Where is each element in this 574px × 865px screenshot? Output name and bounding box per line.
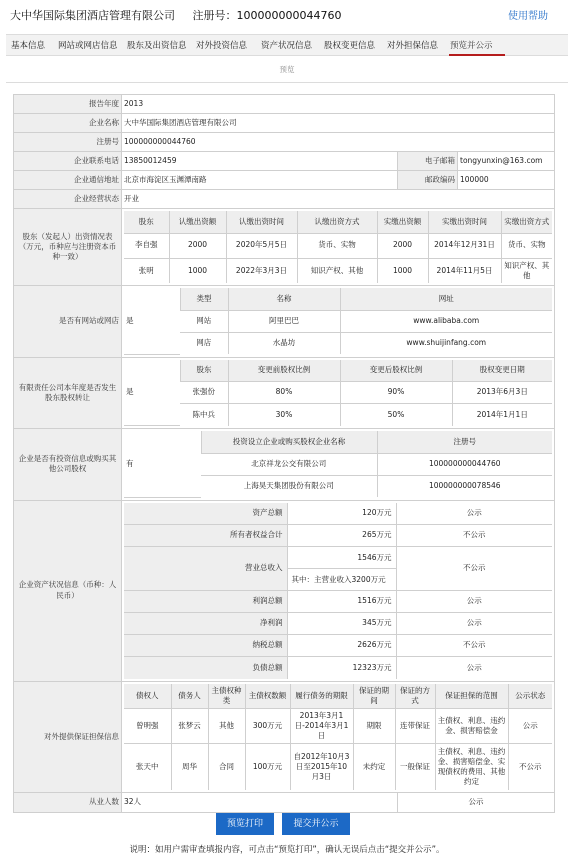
employees-value: 32人 <box>122 792 398 812</box>
sh-header-holder: 股东 <box>124 211 169 233</box>
sh-sub-amount: 1000 <box>169 258 226 283</box>
sh-header-paid-date: 实缴出资时间 <box>428 211 501 233</box>
inv-reg: 100000000078546 <box>377 475 552 497</box>
asset-value: 120万元 <box>287 503 396 525</box>
active-tab-underline <box>449 54 505 56</box>
equity-table <box>124 360 552 427</box>
zip-value: 100000 <box>458 171 555 190</box>
asset-value: 2626万元 <box>287 635 396 657</box>
row-status <box>14 190 555 209</box>
email-value: tongyunxin@163.com <box>458 152 555 171</box>
sh-header-paid-amount: 实缴出资额 <box>377 211 428 233</box>
website-header <box>124 288 552 310</box>
section-title: 预览 <box>6 57 568 83</box>
employees-pub: 公示 <box>398 792 555 812</box>
phone-label: 企业联系电话 <box>14 152 122 171</box>
tab-shareholders[interactable]: 股东及出资信息 <box>127 41 187 51</box>
gu-debtor: 周华 <box>171 744 208 790</box>
gu-creditor: 曾明强 <box>124 708 171 743</box>
reg-value: 100000000044760 <box>122 133 555 152</box>
sh-header-sub-date: 认缴出资时间 <box>226 211 297 233</box>
sh-sub-method: 知识产权、其他 <box>297 258 377 283</box>
gu-header-period: 保证的期间 <box>353 684 395 709</box>
header-company <box>10 7 341 23</box>
row-year <box>14 95 555 114</box>
equity-label: 有限责任公司本年度是否发生股东股权转让 <box>14 357 122 429</box>
eq-date: 2014年1月1日 <box>452 404 552 426</box>
investment-label: 企业是否有投资信息或购买其他公司股权 <box>14 429 122 501</box>
status-label: 企业经营状态 <box>14 190 122 209</box>
row-equity <box>14 357 555 429</box>
tab-preview[interactable]: 预览并公示 <box>450 41 493 51</box>
shareholders-label: 股东（发起人）出资情况表（万元，币种应与注册资本币种一致） <box>14 209 122 286</box>
asset-value: 12323万元 <box>287 657 396 679</box>
asset-name: 利润总额 <box>124 591 287 613</box>
name-value: 大中华国际集团酒店管理有限公司 <box>122 114 555 133</box>
inv-company: 北京祥龙公交有限公司 <box>201 453 377 475</box>
gu-header-creditor: 债权人 <box>124 684 171 709</box>
gu-term: 自2012年10月3日至2015年10月3日 <box>290 744 353 790</box>
gu-scope: 主债权、利息、违约金、损害赔偿金、实现债权的费用、其他约定 <box>435 744 508 790</box>
equity-answer: 是 <box>124 360 180 426</box>
preview-print-button[interactable]: 预览打印 <box>216 813 274 835</box>
web-name: 水晶坊 <box>228 332 340 354</box>
submit-publish-button[interactable]: 提交并公示 <box>282 813 350 835</box>
asset-pub: 不公示 <box>396 635 552 657</box>
assets-label: 企业资产状况信息（币种：人民币） <box>14 500 122 681</box>
table-row <box>124 404 552 426</box>
asset-value: 1546万元 <box>288 547 396 569</box>
gu-status: 不公示 <box>508 744 552 790</box>
reg-number: 100000000044760 <box>236 9 342 22</box>
gu-header-status: 公示状态 <box>508 684 552 709</box>
gu-type: 合同 <box>208 744 245 790</box>
eq-header-after: 变更后股权比例 <box>340 360 452 382</box>
eq-holder: 张强份 <box>180 382 228 404</box>
investment-answer: 有 <box>124 431 201 497</box>
assets-table <box>124 503 552 679</box>
asset-name: 纳税总额 <box>124 635 287 657</box>
row-assets <box>14 500 555 681</box>
row-phone <box>14 152 555 171</box>
assets-cell <box>122 500 555 681</box>
gu-scope: 主债权、利息、违约金、损害赔偿金 <box>435 708 508 743</box>
web-header-url: 网址 <box>340 288 552 310</box>
eq-header-holder: 股东 <box>180 360 228 382</box>
asset-value: 345万元 <box>287 613 396 635</box>
row-reg <box>14 133 555 152</box>
gu-header-scope: 保证担保的范围 <box>435 684 508 709</box>
table-row <box>124 258 552 283</box>
guarantee-header <box>124 684 552 709</box>
web-type: 网站 <box>180 310 228 332</box>
web-header-name: 名称 <box>228 288 340 310</box>
revenue-cell <box>287 547 396 591</box>
sh-paid-amount: 2000 <box>377 233 428 258</box>
shareholders-table <box>124 211 552 283</box>
guarantee-label: 对外提供保证担保信息 <box>14 681 122 792</box>
eq-before: 30% <box>228 404 340 426</box>
equity-header <box>124 360 552 382</box>
table-row <box>124 708 552 743</box>
sh-sub-method: 货币、实物 <box>297 233 377 258</box>
help-link[interactable]: 使用帮助 <box>508 11 548 22</box>
web-url: www.alibaba.com <box>340 310 552 332</box>
web-header-type: 类型 <box>180 288 228 310</box>
status-value: 开业 <box>122 190 555 209</box>
asset-name: 负债总额 <box>124 657 287 679</box>
web-url: www.shuijinfang.com <box>340 332 552 354</box>
eq-header-before: 变更前股权比例 <box>228 360 340 382</box>
gu-status: 公示 <box>508 708 552 743</box>
gu-header-type: 主债权种类 <box>208 684 245 709</box>
reg-label: 注册号： <box>192 9 237 22</box>
table-row <box>124 547 552 591</box>
gu-debtor: 张梦云 <box>171 708 208 743</box>
report-table <box>13 94 555 813</box>
gu-creditor: 张天中 <box>136 761 159 771</box>
inv-reg: 100000000044760 <box>377 453 552 475</box>
inv-header-reg: 注册号 <box>377 431 552 453</box>
eq-holder: 陈中兵 <box>192 409 215 419</box>
asset-value: 265万元 <box>287 525 396 547</box>
website-cell <box>122 286 555 358</box>
action-bar <box>0 813 574 835</box>
eq-header-date: 股权变更日期 <box>452 360 552 382</box>
zip-label: 邮政编码 <box>398 171 458 190</box>
tab-equity-change[interactable]: 股权变更信息 <box>324 41 376 51</box>
eq-after: 50% <box>340 404 452 426</box>
year-value: 2013 <box>122 95 555 114</box>
sh-header-sub-amount: 认缴出资额 <box>169 211 226 233</box>
asset-sub-note: 其中：主营业收入3200万元 <box>291 575 386 584</box>
gu-amount: 300万元 <box>245 708 290 743</box>
sh-sub-date: 2020年5月5日 <box>226 233 297 258</box>
sh-sub-date: 2022年3月3日 <box>226 258 297 283</box>
sh-paid-date: 2014年12月31日 <box>428 233 501 258</box>
website-label: 是否有网站或网店 <box>14 286 122 358</box>
gu-term: 2013年3月1日-2014年3月1日 <box>290 708 353 743</box>
asset-value: 1516万元 <box>287 591 396 613</box>
guarantee-cell <box>122 681 555 792</box>
address-label: 企业通信地址 <box>14 171 122 190</box>
shareholders-cell <box>122 209 555 286</box>
website-table <box>124 288 552 355</box>
table-row <box>124 503 552 525</box>
sh-sub-amount: 2000 <box>169 233 226 258</box>
equity-cell <box>122 357 555 429</box>
row-name <box>14 114 555 133</box>
row-address <box>14 171 555 190</box>
instruction-note: 说明：如用户需审查填报内容，可点击“预览打印”，确认无误后点击“提交并公示”。 <box>129 845 445 855</box>
eq-date: 2013年6月3日 <box>452 382 552 404</box>
gu-header-method: 保证的方式 <box>395 684 435 709</box>
tab-basic-info[interactable]: 基本信息 <box>11 41 46 51</box>
page-header <box>0 0 574 30</box>
asset-pub: 公示 <box>396 503 552 525</box>
phone-value: 13850012459 <box>122 152 398 171</box>
eq-after: 90% <box>340 382 452 404</box>
investment-header <box>124 431 552 453</box>
table-row <box>124 657 552 679</box>
asset-pub: 公示 <box>396 657 552 679</box>
sh-header-sub-method: 认缴出资方式 <box>297 211 377 233</box>
row-guarantee <box>14 681 555 792</box>
table-row <box>124 382 552 404</box>
table-row <box>124 744 552 790</box>
eq-before: 80% <box>228 382 340 404</box>
asset-pub: 公示 <box>396 591 552 613</box>
reg-label-cell: 注册号 <box>14 133 122 152</box>
row-employees <box>14 792 555 812</box>
table-row <box>124 310 552 332</box>
gu-header-debtor: 债务人 <box>171 684 208 709</box>
asset-name: 所有者权益合计 <box>124 525 287 547</box>
website-answer: 是 <box>124 288 180 354</box>
table-row <box>124 525 552 547</box>
web-name: 阿里巴巴 <box>228 310 340 332</box>
asset-pub: 不公示 <box>396 547 552 591</box>
gu-header-term: 履行债务的期限 <box>290 684 353 709</box>
name-label: 企业名称 <box>14 114 122 133</box>
asset-name: 营业总收入 <box>124 547 287 591</box>
row-investment <box>14 429 555 501</box>
table-row <box>124 591 552 613</box>
sh-paid-method: 知识产权、其他 <box>501 258 552 283</box>
sh-holder: 李自强 <box>124 233 169 258</box>
gu-amount: 100万元 <box>245 744 290 790</box>
sh-paid-method: 货币、实物 <box>501 233 552 258</box>
asset-name: 资产总额 <box>124 503 287 525</box>
table-row <box>124 613 552 635</box>
table-row <box>124 635 552 657</box>
employees-label: 从业人数 <box>14 792 122 812</box>
sh-paid-date: 2014年11月5日 <box>428 258 501 283</box>
inv-company: 上海昊天集团股份有限公司 <box>243 481 334 491</box>
email-label: 电子邮箱 <box>398 152 458 171</box>
investment-cell <box>122 429 555 501</box>
table-row <box>124 332 552 354</box>
guarantee-table <box>124 684 552 790</box>
investment-table <box>124 431 552 498</box>
asset-pub: 公示 <box>396 613 552 635</box>
gu-period: 未约定 <box>353 744 395 790</box>
address-value: 北京市海淀区玉渊潭南路 <box>122 171 398 190</box>
inv-header-company: 投资设立企业或购买股权企业名称 <box>201 431 377 453</box>
gu-period: 期限 <box>353 708 395 743</box>
asset-pub: 不公示 <box>396 525 552 547</box>
tab-guarantee[interactable]: 对外担保信息 <box>387 41 439 51</box>
gu-method: 一般保证 <box>395 744 435 790</box>
tab-assets[interactable]: 资产状况信息 <box>261 41 313 51</box>
sh-holder: 张明 <box>138 265 154 275</box>
table-row <box>124 233 552 258</box>
tab-bar <box>6 34 568 56</box>
sh-paid-amount: 1000 <box>377 258 428 283</box>
shareholders-header <box>124 211 552 233</box>
asset-name: 净利润 <box>124 613 287 635</box>
tab-investment[interactable]: 对外投资信息 <box>196 41 248 51</box>
gu-method: 连带保证 <box>395 708 435 743</box>
sh-header-paid-method: 实缴出资方式 <box>501 211 552 233</box>
gu-header-amount: 主债权数额 <box>245 684 290 709</box>
gu-type: 其他 <box>208 708 245 743</box>
web-type: 网店 <box>196 338 212 348</box>
row-shareholders <box>14 209 555 286</box>
tab-website[interactable]: 网站或网店信息 <box>58 41 118 51</box>
company-name: 大中华国际集团酒店管理有限公司 <box>10 9 175 22</box>
year-label: 报告年度 <box>14 95 122 114</box>
row-website <box>14 286 555 358</box>
